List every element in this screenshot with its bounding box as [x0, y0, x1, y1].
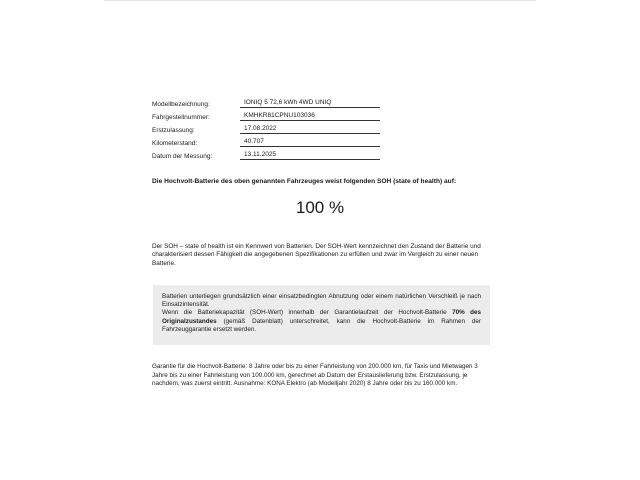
- note-text: (gemäß Datenblatt) unterschreitet, kann die Hochvolt-Batterie im Rahmen der Fahrzeuggarantie ersetzt werden.: [162, 317, 482, 333]
- field-label: Datum der Messung:: [152, 153, 213, 160]
- field-label: Modellbezeichnung:: [152, 101, 210, 108]
- note-highlight: 70% des Originalzustandes: [162, 309, 482, 325]
- field-value: 17.08.2022: [240, 124, 380, 134]
- field-value: IONIQ 5 72,6 kWh 4WD UNIQ: [240, 98, 380, 108]
- field-label: Erstzulassung:: [152, 127, 195, 134]
- top-divider: [104, 0, 536, 1]
- vehicle-info-fields: [152, 96, 392, 161]
- field-measurement-date: [152, 148, 392, 160]
- soh-value: 100 %: [295, 198, 345, 217]
- note-line-1: Batterien unterliegen grundsätzlich einer einsatzbedingten Abnutzung oder einem natürlichen Verschleiß je nach Einsatzintensität.: [162, 293, 481, 309]
- field-model: [152, 96, 392, 108]
- field-mileage: [152, 135, 392, 147]
- field-value: 40.707: [240, 137, 380, 147]
- note-box: [153, 285, 490, 345]
- soh-statement: Die Hochvolt-Batterie des oben genannten Fahrzeuges weist folgenden SOH (state of health) auf:: [152, 178, 457, 185]
- field-label: Kilometerstand:: [152, 140, 198, 147]
- field-vin: [152, 109, 392, 121]
- field-first-registration: [152, 122, 392, 134]
- note-line-2: [162, 309, 481, 334]
- field-value: 13.11.2025: [240, 150, 380, 160]
- soh-explanation: Der SOH – state of health ist ein Kennwert von Batterien. Der SOH-Wert kennzeichnet den Zustand der Batterie und charakterisiert dessen Fähigkeit die angegebenen Spezifikationen zu erfüllen und zwar im Vergleich zu einer neuen Batterie.: [152, 243, 481, 267]
- note-text: Wenn die Batteriekapazität (SOH-Wert) innerhalb der Garantielaufzeit der Hochvolt-Batterie: [162, 309, 447, 317]
- field-label: Fahrgestellnummer:: [152, 114, 210, 121]
- field-value: KMHKR81CPNU103036: [240, 111, 380, 121]
- warranty-text: Garantie für die Hochvolt-Batterie: 8 Jahre oder bis zu einer Fahrleistung von 200.000 km, für Taxis und Mietwagen 3 Jahre bis zu einer Fahrleistung von 100.000 km, gerechnet ab Datum der Erstauslieferung bzw. Erstzulassung, je nachdem, was zuerst eintritt. Ausnahme: KONA Elektro (ab Modelljahr 2020) 8 Jahre oder bis zu 160.000 km.: [152, 363, 478, 388]
